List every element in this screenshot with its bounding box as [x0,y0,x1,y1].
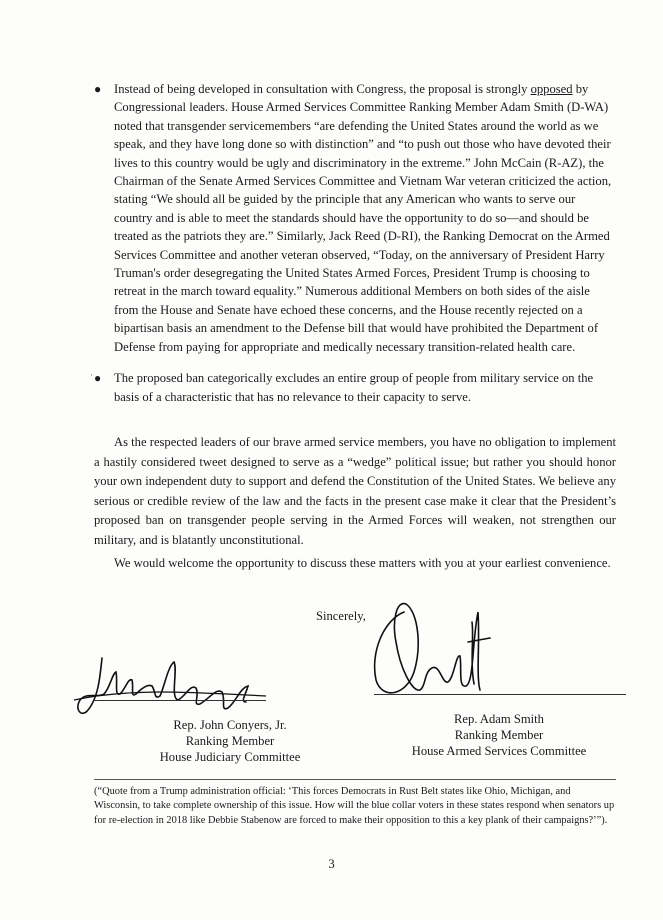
paragraph-welcome: We would welcome the opportunity to discuss these matters with you at your earliest convenience. [114,556,611,570]
bullet-dot-icon: ● [94,371,102,386]
signatory-title: Ranking Member [454,728,544,742]
closing-sincerely: Sincerely, [316,609,366,623]
bullet-item-congress-opposition [94,80,614,356]
signature-line-conyers [94,700,266,701]
stray-mark: · [90,370,93,380]
paragraph-obligation: As the respected leaders of our brave armed service members, you have no obligation to implement a hastily considered tweet designed to serve as a “wedge” political issue; but rather you should honor your own independent duty to support and defend the Constitution of the United States. We believe any serious or credible review of the law and the facts in the present case make it clear that the President’s proposed ban on transgender people serving in the Armed Forces will weaken, not strengthen our military, and is blatantly unconstitutional. [94,435,616,547]
signatory-name: Rep. Adam Smith [454,712,544,726]
bullet-underlined-word: opposed [530,82,573,96]
signatory-name: Rep. John Conyers, Jr. [173,718,287,732]
footnote-divider [94,779,616,780]
signature-block-conyers [110,717,350,765]
signature-smith [362,592,502,707]
footnote: (“Quote from a Trump administration official: ‘This forces Democrats in Rust Belt states like Ohio, Michigan, and Wisconsin, to take complete ownership of this issue. How will the blue collar voters in these states respond when senators up for re-election in 2018 like Debbie Stabenow are forced to make their opposition to this a key plank of their campaigns?’”). [94,786,615,826]
signature-block-smith [379,711,619,759]
signature-conyers [70,648,270,728]
bullet-text-end: by Congressional leaders. House Armed Services Committee Ranking Member Adam Smith (D-WA) noted that transgender servicemembers “are defending the United States around the world as we speak, and they have long done so with distinction” and “to push out those who have devoted their lives to this country would be ugly and discriminatory in the extreme.” John McCain (R-AZ), the Chairman of the Senate Armed Services Committee and Vietnam War veteran criticized the action, stating “We should all be guided by the principle that any American who wants to serve our country and is able to meet the standards should have the opportunity to do so—and should be treated as the patriots they are.” Similarly, Jack Reed (D-RI), the Ranking Democrat on the Armed Services Committee and another veteran observed, “Today, on the anniversary of President Harry Truman's order desegregating the United States Armed Forces, President Trump is choosing to retreat in the march toward equality.” Numerous additional Members on both sides of the aisle from the House and Senate have echoed these concerns, and the House recently rejected on a bipartisan basis an amendment to the Defense bill that would have prohibited the Department of Defense from paying for appropriate and medically necessary transition-related health care. [114,82,612,354]
bullet-list [94,80,614,419]
bullet-dot-icon: ● [94,82,102,96]
signatory-title: Ranking Member [185,734,275,748]
signatory-committee: House Judiciary Committee [159,750,301,764]
signatory-committee: House Armed Services Committee [411,744,587,758]
bullet-text-start: Instead of being developed in consultation with Congress, the proposal is strongly [114,82,531,96]
bullet-item-categorical-exclusion [94,369,614,406]
page-number: 3 [328,857,335,871]
bullet-text: The proposed ban categorically excludes an entire group of people from military service on the basis of a characteristic that has no relevance to their capacity to serve. [114,371,594,404]
signature-line-smith [374,694,626,695]
